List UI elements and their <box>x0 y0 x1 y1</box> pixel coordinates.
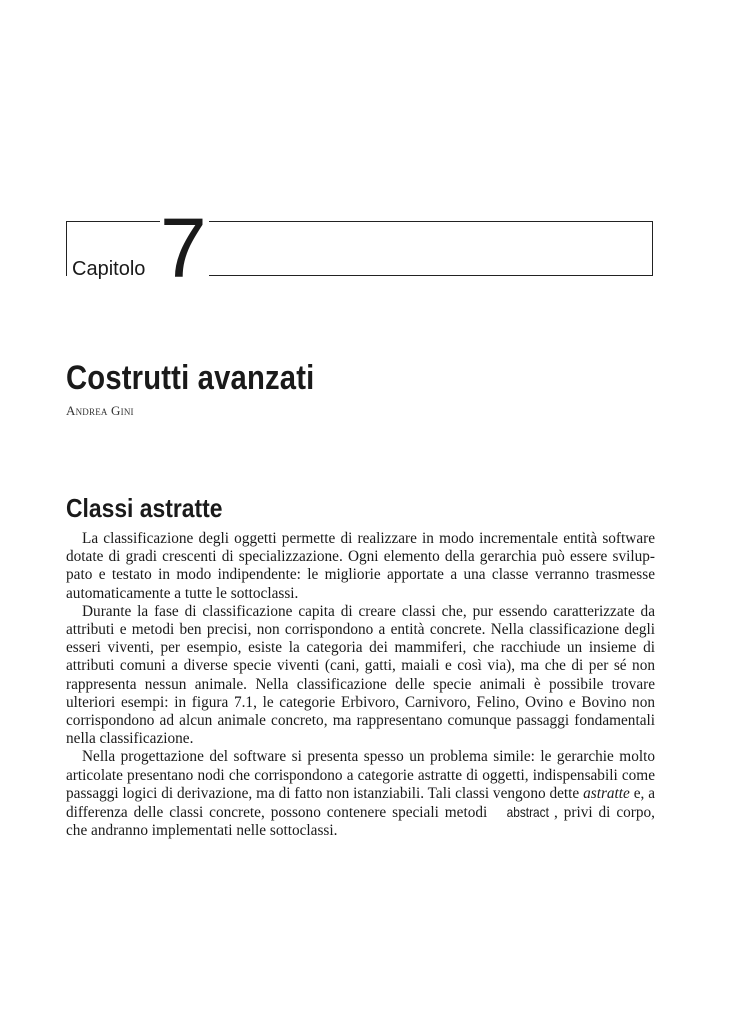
chapter-label: Capitolo <box>72 258 146 280</box>
chapter-frame-box <box>209 221 653 276</box>
paragraph-3-text-a: Nella progettazione del software si presenta spesso un problema simile: le gerarchie molto articolate presentano nodi che corrispondono a categorie astratte di oggetti, indispensabili come passaggi logici di derivazione, ma di fatto non istanziabili. Tali classi vengono dette <box>66 748 655 802</box>
paragraph-1: La classificazione degli oggetti permette di realizzare in modo incrementale entità software dotate di gradi crescenti di specializzazione. Ogni elemento della gerarchia può essere sviluppato e testato in modo indipendente: le migliorie apportate a una classe verranno trasmesse automaticamente a tutte le sottoclassi. <box>66 530 655 602</box>
paragraph-3-italic-term: astratte <box>583 784 630 802</box>
chapter-title: Costrutti avanzati <box>66 359 315 397</box>
section-heading: Classi astratte <box>66 493 223 523</box>
chapter-frame-top-rule <box>66 221 160 222</box>
body-text <box>66 530 655 840</box>
paragraph-3-text-c: , privi di corpo, che andranno implementati nelle sottoclassi. <box>66 804 655 840</box>
paragraph-3-text-b: e, a differenza delle classi concrete, possono contenere speciali metodi <box>66 784 655 822</box>
paragraph-3 <box>66 748 655 840</box>
paragraph-2: Durante la fase di classificazione capita di creare classi che, pur essendo caratterizzate da attributi e metodi ben precisi, non corrispondono a entità concrete. Nella classificazione degli esseri viventi, per esempio, esiste la categoria dei mammiferi, che racchiude un insieme di attributi comuni a diverse specie viventi (cani, gatti, maiali e così via), ma che di per sé non rappresenta nessun animale. Nella classificazione delle specie animali è possibile trovare ulteriori esempi: in figura 7.1, le categorie Erbivoro, Carnivoro, Felino, Ovino e Bovino non corrispondono ad alcun animale concreto, ma rappresentano comunque passaggi fondamentali nella classificazione. <box>66 602 655 748</box>
chapter-number: 7 <box>160 201 205 295</box>
chapter-frame-left-rule <box>66 221 67 276</box>
abstract-keyword: abstract <box>506 804 550 821</box>
author-name: Andrea Gini <box>66 403 134 418</box>
